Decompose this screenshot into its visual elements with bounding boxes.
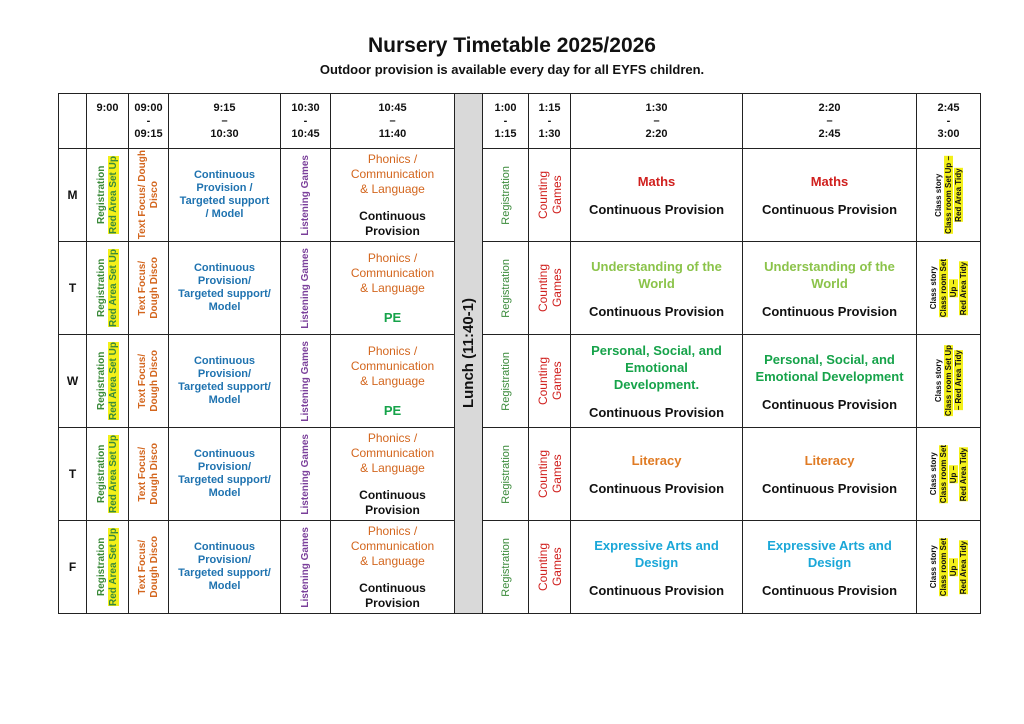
registration-cell	[87, 521, 129, 614]
pm-registration-cell	[483, 149, 529, 242]
text-line: Design	[807, 554, 852, 570]
registration-vertical	[96, 249, 120, 327]
counting-games-label	[536, 357, 564, 405]
text-line	[959, 445, 969, 503]
text-focus-cell	[129, 335, 169, 428]
registration-label: Registration	[95, 444, 107, 504]
continuous-provision-cell	[169, 149, 281, 242]
text-line: Class story	[928, 452, 938, 496]
registration-label: Registration	[95, 537, 107, 597]
story-highlight: Red Area Tidy	[958, 447, 968, 501]
text-line: Model	[208, 394, 241, 406]
subject-cell-2	[743, 428, 917, 521]
subject-text-2	[743, 258, 916, 292]
text-line: Expressive Arts and	[594, 537, 719, 553]
pe-label: PE	[383, 403, 402, 418]
text-line: Provision/	[197, 368, 252, 380]
time-line: 1:00	[494, 101, 517, 114]
day-letter-cell	[59, 521, 87, 614]
text-focus-cell	[129, 521, 169, 614]
story-highlight: Up –	[948, 465, 958, 483]
text-line: Literacy	[804, 453, 855, 468]
text-line: Continuous	[193, 169, 256, 181]
day-letter: W	[66, 374, 79, 388]
text-line: Targeted support/	[178, 381, 271, 393]
registration-vertical	[96, 435, 120, 513]
text-line: Targeted support/	[178, 474, 271, 486]
time-1-30-2-20	[571, 94, 743, 149]
registration-vertical	[96, 342, 120, 420]
text-line: Provision/	[197, 461, 252, 473]
text-line: & Language	[360, 460, 425, 475]
text-line	[944, 345, 954, 416]
registration-vertical	[96, 528, 120, 606]
counting-games-label	[536, 264, 564, 312]
time-line: 1:15	[494, 127, 517, 140]
phonics-cell	[331, 521, 455, 614]
text-line: Provision/	[197, 554, 252, 566]
text-line: & Language	[360, 181, 425, 196]
class-story-cell	[917, 521, 981, 614]
time-line: -	[547, 114, 552, 127]
text-line: Class story	[928, 545, 938, 589]
continuous-provision-2: Continuous Provision	[761, 303, 898, 319]
continuous-provision-cell	[169, 335, 281, 428]
text-line	[959, 259, 969, 317]
phonics-cell	[331, 149, 455, 242]
text-line	[949, 445, 959, 503]
text-line: Dough Disco	[148, 350, 160, 412]
red-area-label	[108, 435, 120, 513]
text-line	[944, 156, 954, 234]
subject-text-2	[743, 351, 916, 385]
text-line: Development.	[613, 377, 700, 392]
time-2-20-2-45	[743, 94, 917, 149]
story-highlight: Class room Set	[938, 444, 948, 504]
listening-games-cell	[281, 242, 331, 335]
subject-cell-2	[743, 335, 917, 428]
pm-registration-cell	[483, 428, 529, 521]
text-line: Design	[634, 554, 679, 570]
counting-games-cell	[529, 521, 571, 614]
day-row	[59, 242, 981, 335]
text-line: Games	[549, 454, 564, 494]
subject-cell-1	[571, 521, 743, 614]
text-line	[949, 259, 959, 317]
subject-text-1	[571, 537, 742, 571]
text-line: Counting	[535, 449, 550, 499]
continuous-provision-text	[169, 169, 280, 221]
pm-registration-label: Registration	[499, 444, 512, 504]
text-line: Personal, Social, and	[764, 351, 895, 367]
time-line: 09:15	[134, 127, 163, 140]
subject-text-2	[743, 452, 916, 469]
subject-cell-2	[743, 242, 917, 335]
text-line: Maths	[637, 174, 676, 189]
registration-cell	[87, 242, 129, 335]
time-line: 2:45	[818, 127, 841, 140]
red-area-highlight: Red Area Set Up	[107, 156, 119, 234]
counting-games-label	[536, 450, 564, 498]
time-10-30-10-45	[281, 94, 331, 149]
subject-text-1	[571, 258, 742, 292]
listening-games-cell	[281, 428, 331, 521]
counting-games-cell	[529, 242, 571, 335]
phonics-text	[331, 251, 454, 296]
pm-registration-cell	[483, 242, 529, 335]
day-letter-cell	[59, 149, 87, 242]
time-line: 10:30	[210, 127, 239, 140]
phonics-cell	[331, 242, 455, 335]
time-line: 1:30	[538, 127, 561, 140]
red-area-label	[108, 342, 120, 420]
text-line: Phonics /	[367, 523, 418, 538]
text-line: Continuous	[193, 262, 256, 274]
lunch-column	[455, 94, 483, 614]
continuous-provision-cell	[169, 428, 281, 521]
subject-text-2	[743, 537, 916, 571]
page-subtitle: Outdoor provision is available every day for all EYFS children.	[319, 62, 705, 77]
continuous-provision-2: Continuous Provision	[761, 396, 898, 412]
time-9-00-9-15	[129, 94, 169, 149]
time-line: -	[146, 114, 151, 127]
listening-games-cell	[281, 521, 331, 614]
text-line: World	[638, 275, 675, 291]
time-line: 9:15	[213, 101, 236, 114]
text-line: Model	[208, 301, 241, 313]
continuous-provision-text	[169, 355, 280, 407]
day-row	[59, 335, 981, 428]
class-story-label	[934, 345, 964, 416]
counting-games-label	[536, 543, 564, 591]
text-focus-cell	[129, 242, 169, 335]
phonics-continuous-provision: Continuous Provision	[359, 580, 426, 610]
continuous-provision-1: Continuous Provision	[588, 303, 725, 319]
day-letter: T	[68, 281, 77, 295]
subject-cell-2	[743, 521, 917, 614]
text-line: Emotional	[625, 360, 688, 375]
continuous-provision-1: Continuous Provision	[588, 481, 725, 496]
class-story-label	[929, 538, 969, 596]
counting-games-cell	[529, 428, 571, 521]
subject-cell-1	[571, 428, 743, 521]
pe-label: PE	[383, 310, 402, 325]
phonics-cell	[331, 335, 455, 428]
text-line: Games	[549, 175, 564, 215]
phonics-text	[331, 344, 454, 389]
time-line: 1:15	[538, 101, 561, 114]
class-story-cell	[917, 149, 981, 242]
text-line: / Model	[205, 208, 244, 220]
time-1-15-1-30	[529, 94, 571, 149]
text-line: Targeted support/	[178, 288, 271, 300]
text-line: Text Focus/	[136, 353, 148, 409]
phonics-text	[331, 152, 454, 197]
text-line: Personal, Social, and	[591, 343, 722, 358]
time-line: 3:00	[937, 127, 960, 140]
counting-games-label	[536, 171, 564, 219]
day-letter-cell	[59, 335, 87, 428]
time-line: -	[303, 114, 308, 127]
day-letter: M	[67, 188, 78, 202]
time-line: –	[653, 114, 660, 127]
subject-cell-2	[743, 149, 917, 242]
text-line: Phonics /	[367, 151, 418, 166]
counting-games-cell	[529, 149, 571, 242]
text-line: World	[811, 275, 848, 291]
text-line: Text Focus/	[136, 260, 148, 316]
subject-cell-1	[571, 149, 743, 242]
time-9-15-10-30	[169, 94, 281, 149]
continuous-provision-text	[169, 262, 280, 314]
registration-cell	[87, 335, 129, 428]
pm-registration-label: Registration	[499, 351, 512, 411]
class-story-label	[929, 445, 969, 503]
lunch-label: Lunch (11:40-1)	[460, 298, 477, 409]
counting-games-cell	[529, 335, 571, 428]
text-line: Dough Disco	[148, 536, 160, 598]
text-line: Phonics /	[367, 430, 418, 445]
registration-label: Registration	[95, 165, 107, 225]
day-row	[59, 521, 981, 614]
continuous-provision-2: Continuous Provision	[761, 481, 898, 496]
text-line: Games	[549, 361, 564, 401]
time-10-45-11-40	[331, 94, 455, 149]
story-highlight: Up –	[948, 558, 958, 576]
continuous-provision-cell	[169, 521, 281, 614]
continuous-provision-1: Continuous Provision	[588, 582, 725, 598]
text-line: Counting	[535, 263, 550, 313]
continuous-provision-2: Continuous Provision	[761, 582, 898, 598]
time-line: 2:45	[937, 101, 960, 114]
text-line: Text Focus/	[136, 446, 148, 502]
listening-games-label: Listening Games	[299, 433, 311, 515]
text-focus-label	[137, 257, 161, 319]
time-line: -	[503, 114, 508, 127]
day-letter: F	[68, 560, 77, 574]
pm-registration-label: Registration	[499, 165, 512, 225]
text-line: Continuous	[193, 355, 256, 367]
story-highlight: Class room Set Up –	[943, 156, 953, 234]
red-area-highlight: Red Area Set Up	[107, 435, 119, 513]
text-line	[954, 156, 964, 234]
text-line	[959, 538, 969, 596]
red-area-highlight: Red Area Set Up	[107, 528, 119, 606]
story-highlight: Class room Set	[938, 537, 948, 597]
registration-label: Registration	[95, 258, 107, 318]
page-title: Nursery Timetable 2025/2026	[368, 34, 656, 57]
text-line: Targeted support	[179, 195, 270, 207]
text-line: & Language	[360, 281, 425, 295]
story-highlight: Red Area Tidy	[958, 261, 968, 315]
text-line: Disco	[148, 181, 160, 209]
text-line: Class story	[928, 266, 938, 310]
story-highlight: – Red Area Tidy	[953, 350, 963, 412]
registration-cell	[87, 149, 129, 242]
class-story-label	[934, 156, 964, 234]
text-line: Games	[549, 547, 564, 587]
time-2-45-3-00	[917, 94, 981, 149]
story-highlight: Up –	[948, 279, 958, 297]
text-line: Phonics /	[367, 344, 418, 358]
day-row	[59, 149, 981, 242]
listening-games-label: Listening Games	[299, 154, 311, 236]
text-line: Text Focus/	[136, 539, 148, 595]
story-highlight: Red Area Tidy	[953, 168, 963, 222]
phonics-continuous-provision: Continuous Provision	[359, 487, 426, 517]
text-line	[939, 259, 949, 317]
text-line: Class story	[933, 173, 943, 217]
day-letter-cell	[59, 242, 87, 335]
red-area-label	[108, 156, 120, 234]
story-highlight: Class room Set Up	[943, 345, 953, 417]
registration-cell	[87, 428, 129, 521]
text-line: Text Focus/ Dough	[136, 150, 148, 240]
text-line: Counting	[535, 542, 550, 592]
text-line: Expressive Arts and	[767, 537, 892, 553]
text-line: Understanding of the	[764, 258, 895, 274]
time-9-00	[87, 94, 129, 149]
text-line: Model	[208, 580, 241, 592]
day-letter: T	[68, 467, 77, 481]
listening-games-cell	[281, 149, 331, 242]
text-line: Communication	[350, 445, 435, 460]
continuous-provision-1: Continuous Provision	[588, 405, 725, 420]
listening-games-label: Listening Games	[299, 247, 311, 329]
continuous-provision-2: Continuous Provision	[761, 202, 898, 217]
phonics-continuous-provision: Continuous Provision	[359, 208, 426, 238]
text-line: Maths	[810, 174, 849, 189]
text-line: Communication	[350, 538, 435, 553]
class-story-cell	[917, 335, 981, 428]
time-line: -	[946, 114, 951, 127]
text-line: Model	[208, 487, 241, 499]
continuous-provision-text	[169, 448, 280, 500]
subject-cell-1	[571, 335, 743, 428]
class-story-cell	[917, 428, 981, 521]
text-line	[954, 345, 964, 416]
text-focus-label	[137, 536, 161, 598]
text-line: Communication	[350, 359, 435, 373]
text-focus-label	[137, 150, 161, 239]
pm-registration-cell	[483, 521, 529, 614]
text-line	[949, 538, 959, 596]
text-line: Continuous	[193, 541, 256, 553]
time-line: 2:20	[645, 127, 668, 140]
text-line: Dough Disco	[148, 257, 160, 319]
listening-games-label: Listening Games	[299, 340, 311, 422]
day-letter-cell	[59, 428, 87, 521]
time-line: 9:00	[96, 101, 119, 114]
text-line	[939, 445, 949, 503]
text-line: Emotional Development	[755, 368, 904, 384]
day-row	[59, 428, 981, 521]
time-line: 09:00	[134, 101, 163, 114]
continuous-provision-1: Continuous Provision	[588, 202, 725, 217]
subject-text-1	[571, 173, 742, 190]
phonics-text	[331, 431, 454, 476]
pm-registration-cell	[483, 335, 529, 428]
time-1-00-1-15	[483, 94, 529, 149]
subject-text-2	[743, 173, 916, 190]
subject-text-1	[571, 342, 742, 393]
time-line: –	[389, 114, 396, 127]
phonics-text	[331, 524, 454, 569]
text-line: Continuous	[193, 448, 256, 460]
text-focus-label	[137, 350, 161, 412]
text-line: Communication	[350, 266, 435, 280]
text-line: Games	[549, 268, 564, 308]
text-line: Targeted support/	[178, 567, 271, 579]
registration-label: Registration	[95, 351, 107, 411]
subject-cell-1	[571, 242, 743, 335]
phonics-cell	[331, 428, 455, 521]
text-line: & Language	[360, 374, 425, 388]
red-area-label	[108, 249, 120, 327]
red-area-label	[108, 528, 120, 606]
continuous-provision-cell	[169, 242, 281, 335]
header-row	[59, 94, 981, 149]
continuous-provision-text	[169, 541, 280, 593]
text-line: Class story	[933, 359, 943, 403]
text-line: Counting	[535, 356, 550, 406]
text-line: Provision /	[196, 182, 253, 194]
listening-games-cell	[281, 335, 331, 428]
text-line: Literacy	[631, 453, 682, 468]
text-line: Communication	[350, 166, 435, 181]
red-area-highlight: Red Area Set Up	[107, 342, 119, 420]
text-line: Counting	[535, 170, 550, 220]
text-line: & Language	[360, 553, 425, 568]
red-area-highlight: Red Area Set Up	[107, 249, 119, 327]
time-line: 1:30	[645, 101, 668, 114]
subject-text-1	[571, 452, 742, 469]
corner-cell	[59, 94, 87, 149]
time-line: 10:45	[378, 101, 407, 114]
time-line: 2:20	[818, 101, 841, 114]
text-line: Phonics /	[367, 251, 418, 265]
time-line: 10:30	[291, 101, 320, 114]
pm-registration-label: Registration	[499, 537, 512, 597]
text-line: Understanding of the	[591, 258, 722, 274]
text-focus-cell	[129, 149, 169, 242]
story-highlight: Class room Set	[938, 258, 948, 318]
text-focus-label	[137, 443, 161, 505]
story-highlight: Red Area Tidy	[958, 540, 968, 594]
class-story-label	[929, 259, 969, 317]
text-focus-cell	[129, 428, 169, 521]
time-line: –	[826, 114, 833, 127]
text-line: Dough Disco	[148, 443, 160, 505]
time-line: 10:45	[291, 127, 320, 140]
text-line: Provision/	[197, 275, 252, 287]
class-story-cell	[917, 242, 981, 335]
pm-registration-label: Registration	[499, 258, 512, 318]
listening-games-label: Listening Games	[299, 526, 311, 608]
time-line: 11:40	[378, 127, 407, 140]
time-line: –	[221, 114, 228, 127]
timetable	[58, 93, 981, 614]
text-line	[939, 538, 949, 596]
registration-vertical	[96, 156, 120, 234]
